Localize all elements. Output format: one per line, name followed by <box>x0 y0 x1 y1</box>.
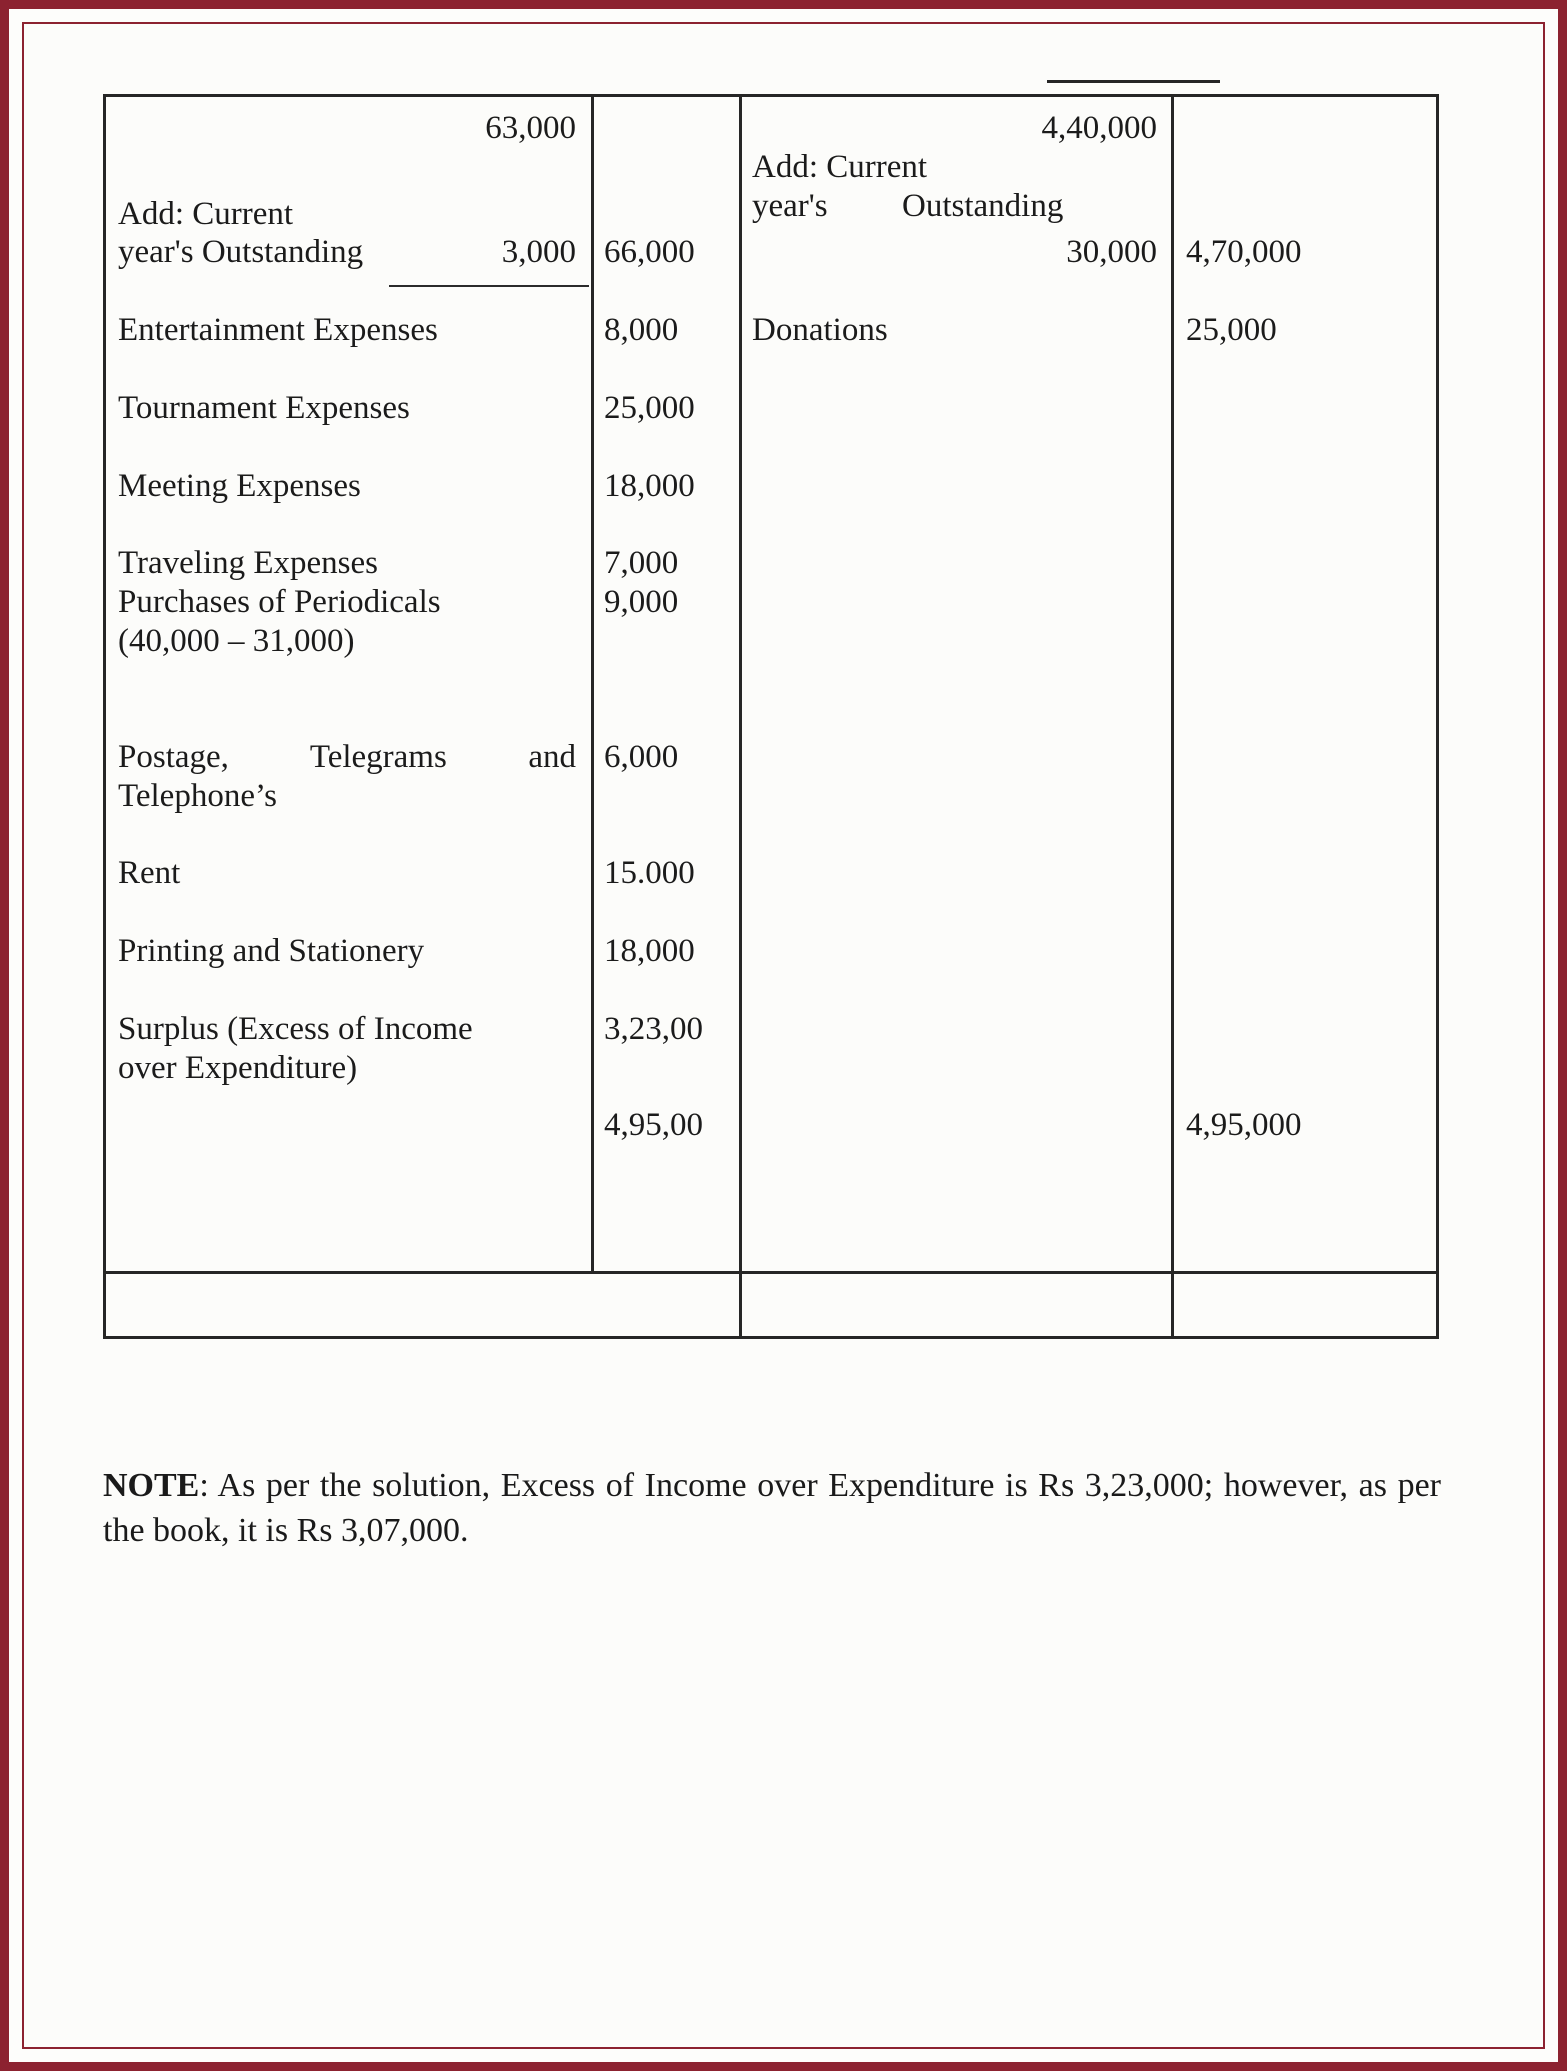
expenditure-row-amount-7: 15.000 <box>604 855 695 891</box>
expenditure-row-amount-9: 3,23,00 <box>604 1011 703 1047</box>
expenditure-add-label-line2: year's Outstanding <box>118 234 364 270</box>
expenditure-row-amount-0: 8,000 <box>604 312 679 348</box>
table-totals-separator <box>106 1271 1436 1274</box>
expenditure-row-label-9-line2: over Expenditure) <box>118 1050 358 1086</box>
expenditure-row-label-7: Rent <box>118 855 181 891</box>
income-row-label-0: Donations <box>752 312 888 348</box>
expenditure-subtotal-rule <box>389 285 589 287</box>
expenditure-row-label-0: Entertainment Expenses <box>118 312 438 348</box>
expenditure-row-label-2: Meeting Expenses <box>118 468 361 504</box>
expenditure-row-label-9-line1: Surplus (Excess of Income <box>118 1011 473 1047</box>
expenditure-add-label-line1: Add: Current <box>118 196 294 232</box>
expenditure-row-label-6-line2: Telephone’s <box>118 778 277 814</box>
table-vrule-income-amount <box>1171 97 1174 1336</box>
note-label: NOTE <box>103 1467 200 1504</box>
income-expenditure-table <box>103 94 1439 1339</box>
expenditure-row-label-5: (40,000 – 31,000) <box>118 623 355 659</box>
income-add-label-line2-a: year's <box>752 188 828 224</box>
expenditure-row-amount-6: 6,000 <box>604 739 679 775</box>
income-opening-amount: 4,40,000 <box>1041 110 1157 146</box>
table-vrule-expenditure-amount <box>591 97 594 1274</box>
note-separator: : <box>199 1467 218 1504</box>
top-horizontal-rule <box>1047 80 1220 83</box>
income-add-total: 4,70,000 <box>1186 234 1302 270</box>
expenditure-row-label-6-line1: Postage, Telegrams and <box>118 739 576 775</box>
expenditure-add-amount: 3,000 <box>501 234 576 270</box>
income-add-amount: 30,000 <box>1066 234 1157 270</box>
expenditure-row-amount-4: 9,000 <box>604 584 679 620</box>
expenditure-row-label-8: Printing and Stationery <box>118 933 425 969</box>
expenditure-row-amount-8: 18,000 <box>604 933 695 969</box>
expenditure-row-label-4: Purchases of Periodicals <box>118 584 441 620</box>
expenditure-opening-amount: 63,000 <box>485 110 576 146</box>
income-total-amount: 4,95,000 <box>1186 1107 1302 1143</box>
income-add-label-line2-b: Outstanding <box>902 188 1064 224</box>
expenditure-row-amount-3: 7,000 <box>604 545 679 581</box>
table-vrule-middle <box>739 97 742 1336</box>
expenditure-row-label-1: Tournament Expenses <box>118 390 410 426</box>
note-text: As per the solution, Excess of Income over Expenditure is Rs 3,23,000; however, as per the book, it is Rs 3,07,000. <box>103 1467 1441 1549</box>
note-paragraph <box>103 1464 1441 1554</box>
income-add-label-line1: Add: Current <box>752 149 928 185</box>
page-surface <box>24 24 1543 2047</box>
income-row-amount-0: 25,000 <box>1186 312 1277 348</box>
expenditure-row-label-3: Traveling Expenses <box>118 545 379 581</box>
expenditure-add-total: 66,000 <box>604 234 695 270</box>
expenditure-total-amount: 4,95,00 <box>604 1107 703 1143</box>
expenditure-row-amount-1: 25,000 <box>604 390 695 426</box>
expenditure-row-amount-2: 18,000 <box>604 468 695 504</box>
